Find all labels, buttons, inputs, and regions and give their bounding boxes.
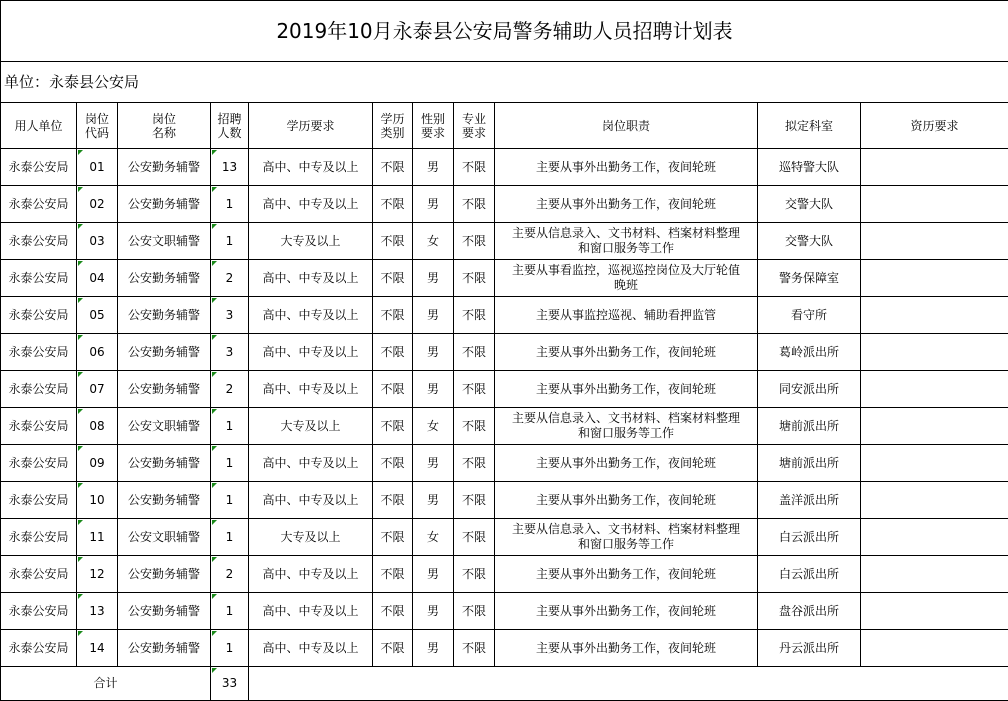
cell-code: 10: [77, 482, 118, 519]
cell-edu-type: 不限: [373, 593, 413, 630]
cell-dept: 白云派出所: [758, 556, 861, 593]
cell-code: 07: [77, 371, 118, 408]
total-label: 合计: [1, 667, 211, 701]
cell-exp: [861, 371, 1008, 408]
cell-name: 公安勤务辅警: [118, 260, 211, 297]
cell-code: 13: [77, 593, 118, 630]
cell-name: 公安勤务辅警: [118, 297, 211, 334]
column-header: 招聘 人数: [211, 103, 249, 149]
cell-exp: [861, 556, 1008, 593]
cell-edu-type: 不限: [373, 445, 413, 482]
cell-gender: 男: [413, 556, 454, 593]
total-empty: [249, 667, 1008, 701]
cell-major: 不限: [454, 149, 495, 186]
cell-edu: 高中、中专及以上: [249, 260, 373, 297]
cell-edu: 高中、中专及以上: [249, 334, 373, 371]
cell-edu: 高中、中专及以上: [249, 297, 373, 334]
cell-unit: 永泰公安局: [1, 408, 77, 445]
table-row: [1, 371, 1008, 408]
cell-duty: 主要从事外出勤务工作，夜间轮班: [495, 186, 758, 223]
cell-exp: [861, 186, 1008, 223]
cell-dept: 交警大队: [758, 186, 861, 223]
cell-duty: 主要从事看监控，巡视巡控岗位及大厅轮值 晚班: [495, 260, 758, 297]
table-row: [1, 556, 1008, 593]
cell-name: 公安勤务辅警: [118, 334, 211, 371]
cell-name: 公安勤务辅警: [118, 149, 211, 186]
cell-dept: 白云派出所: [758, 519, 861, 556]
cell-dept: 交警大队: [758, 223, 861, 260]
cell-major: 不限: [454, 334, 495, 371]
cell-dept: 同安派出所: [758, 371, 861, 408]
cell-count: 1: [211, 186, 249, 223]
cell-exp: [861, 334, 1008, 371]
cell-duty: 主要从事外出勤务工作，夜间轮班: [495, 630, 758, 667]
cell-gender: 女: [413, 223, 454, 260]
cell-gender: 男: [413, 371, 454, 408]
cell-gender: 女: [413, 519, 454, 556]
cell-exp: [861, 593, 1008, 630]
table-row: [1, 408, 1008, 445]
cell-unit: 永泰公安局: [1, 371, 77, 408]
cell-name: 公安勤务辅警: [118, 556, 211, 593]
cell-duty: 主要从信息录入、文书材料、档案材料整理 和窗口服务等工作: [495, 408, 758, 445]
cell-gender: 男: [413, 445, 454, 482]
cell-duty: 主要从事监控巡视、辅助看押监管: [495, 297, 758, 334]
column-header: 学历要求: [249, 103, 373, 149]
cell-duty: 主要从事外出勤务工作，夜间轮班: [495, 334, 758, 371]
table-row: [1, 482, 1008, 519]
cell-edu-type: 不限: [373, 186, 413, 223]
cell-count: 1: [211, 482, 249, 519]
cell-count: 1: [211, 223, 249, 260]
cell-edu: 大专及以上: [249, 408, 373, 445]
cell-exp: [861, 630, 1008, 667]
cell-unit: 永泰公安局: [1, 186, 77, 223]
cell-dept: 巡特警大队: [758, 149, 861, 186]
cell-duty: 主要从事外出勤务工作，夜间轮班: [495, 556, 758, 593]
cell-count: 1: [211, 519, 249, 556]
cell-major: 不限: [454, 519, 495, 556]
cell-edu: 大专及以上: [249, 223, 373, 260]
cell-edu: 高中、中专及以上: [249, 186, 373, 223]
cell-gender: 男: [413, 149, 454, 186]
table-row: [1, 223, 1008, 260]
cell-name: 公安勤务辅警: [118, 445, 211, 482]
cell-exp: [861, 260, 1008, 297]
page-title: 2019年10月永泰县公安局警务辅助人员招聘计划表: [1, 1, 1008, 62]
column-header: 专业 要求: [454, 103, 495, 149]
cell-gender: 男: [413, 334, 454, 371]
cell-duty: 主要从事外出勤务工作，夜间轮班: [495, 149, 758, 186]
cell-exp: [861, 482, 1008, 519]
cell-gender: 男: [413, 186, 454, 223]
cell-name: 公安勤务辅警: [118, 593, 211, 630]
cell-edu-type: 不限: [373, 556, 413, 593]
cell-code: 01: [77, 149, 118, 186]
cell-major: 不限: [454, 630, 495, 667]
table-row: [1, 334, 1008, 371]
cell-exp: [861, 297, 1008, 334]
cell-edu-type: 不限: [373, 482, 413, 519]
cell-edu-type: 不限: [373, 223, 413, 260]
cell-major: 不限: [454, 593, 495, 630]
cell-edu: 高中、中专及以上: [249, 445, 373, 482]
cell-edu: 大专及以上: [249, 519, 373, 556]
column-header: 资历要求: [861, 103, 1008, 149]
cell-edu-type: 不限: [373, 149, 413, 186]
cell-name: 公安文职辅警: [118, 223, 211, 260]
table-row: [1, 260, 1008, 297]
cell-exp: [861, 149, 1008, 186]
cell-unit: 永泰公安局: [1, 519, 77, 556]
cell-major: 不限: [454, 260, 495, 297]
cell-name: 公安勤务辅警: [118, 630, 211, 667]
cell-gender: 男: [413, 260, 454, 297]
cell-code: 08: [77, 408, 118, 445]
cell-count: 3: [211, 334, 249, 371]
cell-unit: 永泰公安局: [1, 593, 77, 630]
cell-major: 不限: [454, 408, 495, 445]
cell-count: 1: [211, 445, 249, 482]
column-header: 性别 要求: [413, 103, 454, 149]
cell-code: 11: [77, 519, 118, 556]
cell-count: 13: [211, 149, 249, 186]
cell-count: 1: [211, 593, 249, 630]
header-row: [1, 103, 1008, 149]
cell-name: 公安勤务辅警: [118, 482, 211, 519]
cell-duty: 主要从事外出勤务工作，夜间轮班: [495, 482, 758, 519]
cell-edu-type: 不限: [373, 334, 413, 371]
column-header: 岗位 代码: [77, 103, 118, 149]
cell-edu: 高中、中专及以上: [249, 630, 373, 667]
column-header: 岗位 名称: [118, 103, 211, 149]
cell-edu-type: 不限: [373, 371, 413, 408]
cell-code: 12: [77, 556, 118, 593]
cell-major: 不限: [454, 556, 495, 593]
cell-edu: 高中、中专及以上: [249, 482, 373, 519]
cell-name: 公安文职辅警: [118, 408, 211, 445]
cell-name: 公安文职辅警: [118, 519, 211, 556]
table-row: [1, 630, 1008, 667]
cell-count: 1: [211, 408, 249, 445]
cell-unit: 永泰公安局: [1, 334, 77, 371]
cell-gender: 女: [413, 408, 454, 445]
cell-code: 06: [77, 334, 118, 371]
cell-duty: 主要从信息录入、文书材料、档案材料整理 和窗口服务等工作: [495, 223, 758, 260]
cell-dept: 盘谷派出所: [758, 593, 861, 630]
cell-edu-type: 不限: [373, 519, 413, 556]
cell-major: 不限: [454, 371, 495, 408]
cell-edu-type: 不限: [373, 630, 413, 667]
table-row: [1, 445, 1008, 482]
cell-dept: 看守所: [758, 297, 861, 334]
cell-exp: [861, 223, 1008, 260]
cell-dept: 葛岭派出所: [758, 334, 861, 371]
table-row: [1, 297, 1008, 334]
cell-edu: 高中、中专及以上: [249, 371, 373, 408]
cell-code: 05: [77, 297, 118, 334]
cell-gender: 男: [413, 482, 454, 519]
cell-count: 2: [211, 556, 249, 593]
table-row: [1, 593, 1008, 630]
cell-duty: 主要从事外出勤务工作，夜间轮班: [495, 371, 758, 408]
table-row: [1, 519, 1008, 556]
table-row: [1, 149, 1008, 186]
cell-unit: 永泰公安局: [1, 445, 77, 482]
cell-dept: 警务保障室: [758, 260, 861, 297]
cell-count: 3: [211, 297, 249, 334]
cell-unit: 永泰公安局: [1, 149, 77, 186]
unit-label: 单位：永泰县公安局: [1, 62, 1008, 103]
cell-major: 不限: [454, 445, 495, 482]
table-row: [1, 186, 1008, 223]
cell-edu: 高中、中专及以上: [249, 593, 373, 630]
cell-unit: 永泰公安局: [1, 482, 77, 519]
cell-exp: [861, 408, 1008, 445]
total-row: [1, 667, 1008, 701]
cell-dept: 盖洋派出所: [758, 482, 861, 519]
column-header: 拟定科室: [758, 103, 861, 149]
cell-edu-type: 不限: [373, 260, 413, 297]
cell-gender: 男: [413, 630, 454, 667]
cell-dept: 塘前派出所: [758, 445, 861, 482]
column-header: 岗位职责: [495, 103, 758, 149]
cell-major: 不限: [454, 223, 495, 260]
cell-dept: 丹云派出所: [758, 630, 861, 667]
cell-code: 03: [77, 223, 118, 260]
cell-duty: 主要从事外出勤务工作，夜间轮班: [495, 445, 758, 482]
cell-count: 2: [211, 371, 249, 408]
cell-duty: 主要从信息录入、文书材料、档案材料整理 和窗口服务等工作: [495, 519, 758, 556]
cell-code: 04: [77, 260, 118, 297]
cell-unit: 永泰公安局: [1, 630, 77, 667]
cell-edu: 高中、中专及以上: [249, 556, 373, 593]
cell-duty: 主要从事外出勤务工作，夜间轮班: [495, 593, 758, 630]
cell-unit: 永泰公安局: [1, 297, 77, 334]
cell-major: 不限: [454, 482, 495, 519]
column-header: 学历 类别: [373, 103, 413, 149]
cell-unit: 永泰公安局: [1, 260, 77, 297]
total-count: 33: [211, 667, 249, 701]
cell-major: 不限: [454, 186, 495, 223]
cell-edu-type: 不限: [373, 297, 413, 334]
cell-unit: 永泰公安局: [1, 556, 77, 593]
cell-edu: 高中、中专及以上: [249, 149, 373, 186]
cell-edu-type: 不限: [373, 408, 413, 445]
cell-dept: 塘前派出所: [758, 408, 861, 445]
cell-exp: [861, 519, 1008, 556]
cell-name: 公安勤务辅警: [118, 371, 211, 408]
cell-code: 09: [77, 445, 118, 482]
cell-name: 公安勤务辅警: [118, 186, 211, 223]
cell-code: 02: [77, 186, 118, 223]
cell-count: 1: [211, 630, 249, 667]
cell-unit: 永泰公安局: [1, 223, 77, 260]
cell-gender: 男: [413, 593, 454, 630]
cell-gender: 男: [413, 297, 454, 334]
cell-count: 2: [211, 260, 249, 297]
cell-code: 14: [77, 630, 118, 667]
cell-major: 不限: [454, 297, 495, 334]
cell-exp: [861, 445, 1008, 482]
column-header: 用人单位: [1, 103, 77, 149]
